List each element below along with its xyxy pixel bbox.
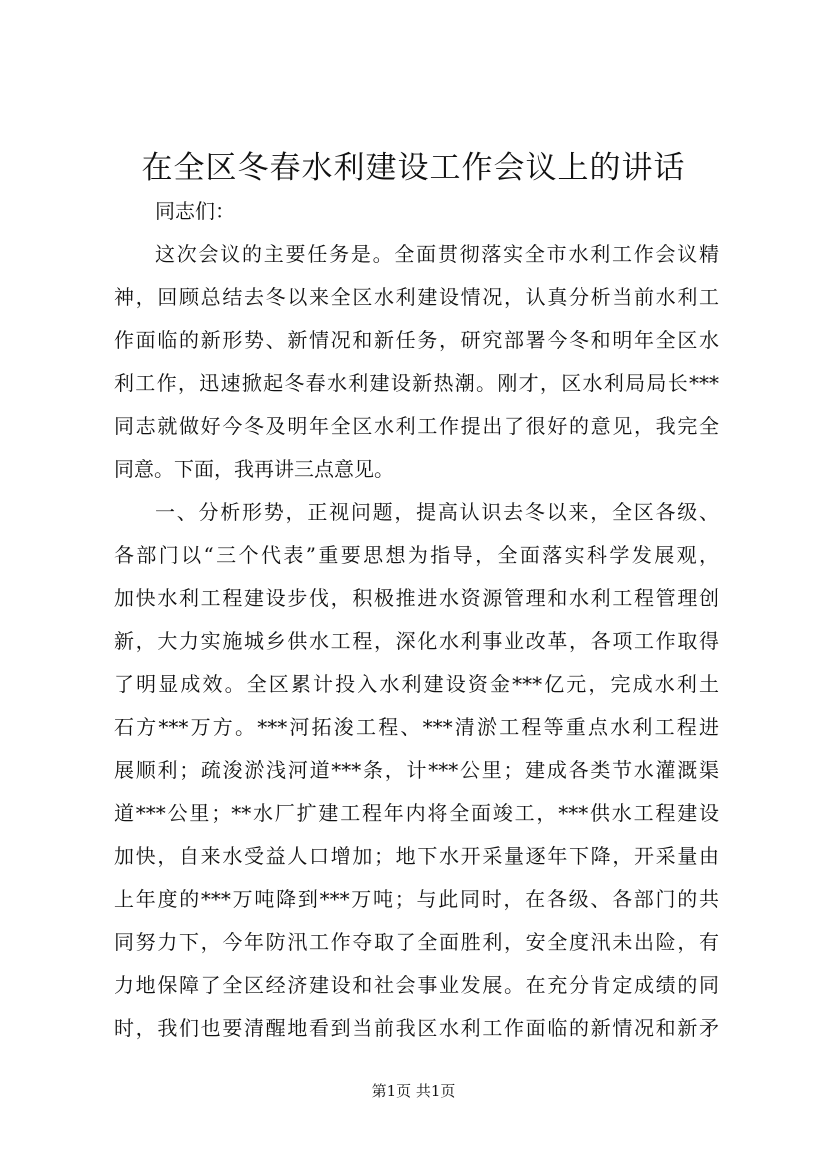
page-number: 第1页 共1页: [371, 1082, 456, 1100]
body-line: 同努力下，今年防汛工作夺取了全面胜利，安全度汛未出险，有: [114, 930, 719, 954]
body-line: 新，大力实施城乡供水工程，深化水利事业改革，各项工作取得: [114, 629, 719, 653]
body-line: 利工作，迅速掀起冬春水利建设新热潮。刚才，区水利局局长***: [114, 371, 719, 395]
document-title: 在全区冬春水利建设工作会议上的讲话: [141, 150, 686, 186]
body-line: 同意。下面，我再讲三点意见。: [114, 457, 394, 481]
body-line: 一、分析形势，正视问题，提高认识去冬以来，全区各级、: [155, 500, 719, 524]
body-line: 同志就做好今冬及明年全区水利工作提出了很好的意见，我完全: [114, 414, 719, 438]
body-line: 上年度的***万吨降到***万吨；与此同时，在各级、各部门的共: [114, 887, 719, 911]
body-line: 时，我们也要清醒地看到当前我区水利工作面临的新情况和新矛: [114, 1016, 719, 1040]
body-line: 加快，自来水受益人口增加；地下水开采量逐年下降，开采量由: [114, 844, 719, 868]
body-line: 展顺利；疏浚淤浅河道***条，计***公里；建成各类节水灌溉渠: [114, 758, 719, 782]
salutation: 同志们：: [155, 199, 235, 223]
body-line: 石方***万方。***河拓浚工程、***清淤工程等重点水利工程进: [114, 715, 719, 739]
body-line: 各部门以“三个代表”重要思想为指导，全面落实科学发展观，: [114, 543, 719, 567]
body-line: 加快水利工程建设步伐，积极推进水资源管理和水利工程管理创: [114, 586, 719, 610]
body-line: 作面临的新形势、新情况和新任务，研究部署今冬和明年全区水: [114, 328, 719, 352]
body-line: 神，回顾总结去冬以来全区水利建设情况，认真分析当前水利工: [114, 285, 719, 309]
body-line: 道***公里；**水厂扩建工程年内将全面竣工，***供水工程建设: [114, 801, 719, 825]
body-line: 力地保障了全区经济建设和社会事业发展。在充分肯定成绩的同: [114, 973, 719, 997]
body-line: 了明显成效。全区累计投入水利建设资金***亿元，完成水利土: [114, 672, 719, 696]
body-line: 这次会议的主要任务是。全面贯彻落实全市水利工作会议精: [155, 242, 719, 266]
